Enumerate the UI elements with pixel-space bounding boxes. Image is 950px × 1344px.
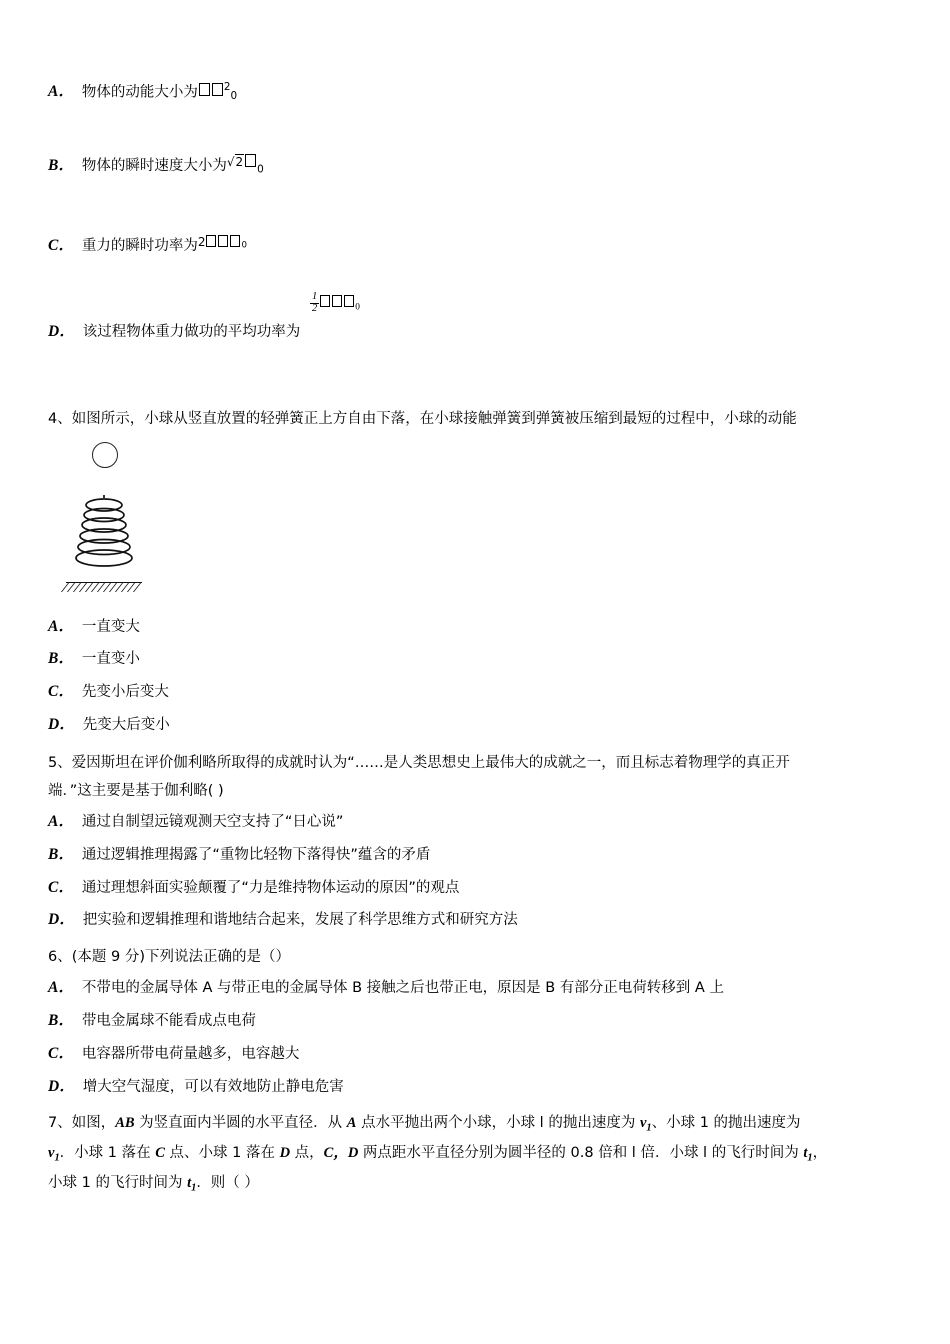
question5-stem-text1: 爱因斯坦在评价伽利略所取得的成就时认为“……是人类思想史上最伟大的成就之一，而且标志着物理学的真正开 (71, 754, 790, 771)
option-label: C． (48, 1044, 74, 1062)
option-label: B． (48, 650, 74, 668)
question4-options (48, 615, 908, 737)
question7-number: 7、 (48, 1115, 72, 1132)
formula-c: 2 0 (197, 234, 247, 251)
question5-number: 5、 (48, 754, 72, 771)
question5-block (48, 749, 908, 933)
question6-block (48, 943, 908, 1098)
formula-b: √20 (226, 154, 264, 175)
question6-stem (48, 943, 908, 971)
question6-stem-text: (本题 9 分)下列说法正确的是（） (71, 949, 290, 966)
question4-stem-text: 如图所示，小球从竖直放置的轻弹簧正上方自由下落，在小球接触弹簧到弹簧被压缩到最短的过程中，小球的动能 (71, 411, 797, 428)
question7-block (48, 1109, 908, 1199)
option-text: 物体的动能大小为 $^2_0$ (82, 80, 237, 105)
q7-label-d: D (279, 1145, 291, 1162)
option-c-q6 (48, 1042, 908, 1066)
q7-t9: ， (812, 1145, 828, 1162)
option-text: 通过逻辑推理揭露了“重物比轻物下落得快”蕴含的矛盾 (81, 846, 431, 863)
spring-figure (66, 440, 266, 605)
question4-stem (48, 405, 908, 433)
q7-var-v1b-sub: 1 (54, 1153, 60, 1165)
option-c-q5 (48, 876, 908, 900)
q7-t2: 为竖直面内半圆的水平直径．从 (134, 1115, 347, 1132)
q7-label-c: C (155, 1145, 165, 1162)
option-b-q6 (48, 1009, 908, 1033)
option-text: 物体的瞬时速度大小为√20 (82, 153, 264, 179)
option-a-q4 (48, 615, 908, 639)
question5-stem-line1 (48, 749, 908, 777)
option-text: 该过程物体重力做功的平均功率为 (82, 323, 301, 340)
formula-d: $\frac{1}{2}$ $_0$ (312, 290, 360, 314)
q7-var-t1b-sub: 1 (191, 1183, 197, 1195)
question6-number: 6、 (48, 949, 72, 966)
option-text: 带电金属球不能看成点电荷 (81, 1013, 256, 1030)
option-text: 把实验和逻辑推理和谐地结合起来，发展了科学思维方式和研究方法 (82, 912, 518, 929)
q7-var-v1: v (639, 1115, 647, 1132)
q7-t11: ．则（ ） (196, 1175, 259, 1192)
option-label: A． (48, 979, 74, 997)
option-text: 电容器所带电荷量越多，电容越大 (81, 1045, 300, 1062)
q7-var-v1b: v (48, 1145, 55, 1162)
option-label: A． (48, 813, 74, 831)
q7-var-v1-sub: 1 (646, 1123, 652, 1135)
option-text: 先变大后变小 (82, 716, 170, 733)
q7-t5: ．小球 1 落在 (59, 1145, 156, 1162)
option-label: D． (48, 911, 75, 929)
spring-icon (72, 495, 162, 585)
option-label: A． (48, 617, 74, 635)
option-text: 重力的瞬时功率为2 0 (81, 234, 247, 254)
q7-label-ab: AB (115, 1115, 135, 1132)
option-label: A． (48, 83, 74, 101)
option-d-q4 (48, 713, 908, 737)
question4-number: 4、 (48, 411, 72, 428)
option-label: B． (48, 1012, 74, 1030)
q7-t7: 点， (290, 1145, 324, 1162)
question7-line1 (48, 1109, 908, 1139)
option-label: B． (48, 156, 74, 174)
ball-icon (92, 442, 118, 468)
q7-var-t1: t (803, 1145, 808, 1162)
question3-options (48, 80, 908, 343)
option-label: D． (48, 1077, 75, 1095)
option-label: B． (48, 845, 74, 863)
q7-t1: 如图， (71, 1115, 116, 1132)
option-text: 不带电的金属导体 A 与带正电的金属导体 B 接触之后也带正电，原因是 B 有部分正电荷转移到 A 上 (81, 980, 724, 997)
question7-line2 (48, 1139, 908, 1169)
q7-t4: 、小球 1 的抛出速度为 (651, 1115, 801, 1132)
q7-t8: 两点距水平直径分别为圆半径的 0.8 倍和 l 倍．小球 l 的飞行时间为 (358, 1145, 804, 1162)
q7-t3: 点水平抛出两个小球，小球 l 的抛出速度为 (356, 1115, 640, 1132)
q7-label-cd: C，D (323, 1145, 359, 1162)
option-c-q4 (48, 680, 908, 704)
page-content (48, 80, 908, 1199)
option-b-q3 (48, 153, 908, 179)
option-a-q6 (48, 976, 908, 1000)
option-text: 通过理想斜面实验颠覆了“力是维持物体运动的原因”的观点 (81, 879, 460, 896)
option-label: C． (48, 683, 74, 701)
option-a-q3 (48, 80, 908, 105)
option-label: C． (48, 878, 74, 896)
option-d-q3 (48, 290, 908, 344)
option-a-q5 (48, 810, 908, 834)
q7-t6: 点、小球 1 落在 (164, 1145, 280, 1162)
option-text: 先变小后变大 (81, 684, 169, 701)
option-label: D． (48, 715, 75, 733)
option-text: 通过自制望远镜观测天空支持了“日心说” (81, 814, 344, 831)
q7-t10: 小球 1 的飞行时间为 (48, 1175, 188, 1192)
q7-var-t1b: t (187, 1175, 192, 1192)
ground-hatching (66, 583, 142, 592)
question5-options (48, 810, 908, 932)
option-text: 一直变小 (81, 651, 140, 668)
question6-options (48, 976, 908, 1098)
question4-block (48, 405, 908, 736)
question7-line3 (48, 1169, 908, 1199)
q7-label-a: A (346, 1115, 357, 1132)
q7-var-t1-sub: 1 (807, 1153, 813, 1165)
option-label: C． (48, 236, 74, 254)
option-text: 增大空气湿度，可以有效地防止静电危害 (82, 1078, 344, 1095)
question5-stem-line2: 端．”这主要是基于伽利略( ) (48, 782, 224, 799)
option-d-q6 (48, 1075, 908, 1099)
option-label: D． (48, 322, 75, 340)
option-text: 一直变大 (81, 618, 140, 635)
option-c-q3 (48, 233, 908, 258)
option-d-q5 (48, 908, 908, 932)
option-b-q4 (48, 647, 908, 671)
formula-a: $^2_0$ (198, 80, 237, 105)
option-b-q5 (48, 843, 908, 867)
